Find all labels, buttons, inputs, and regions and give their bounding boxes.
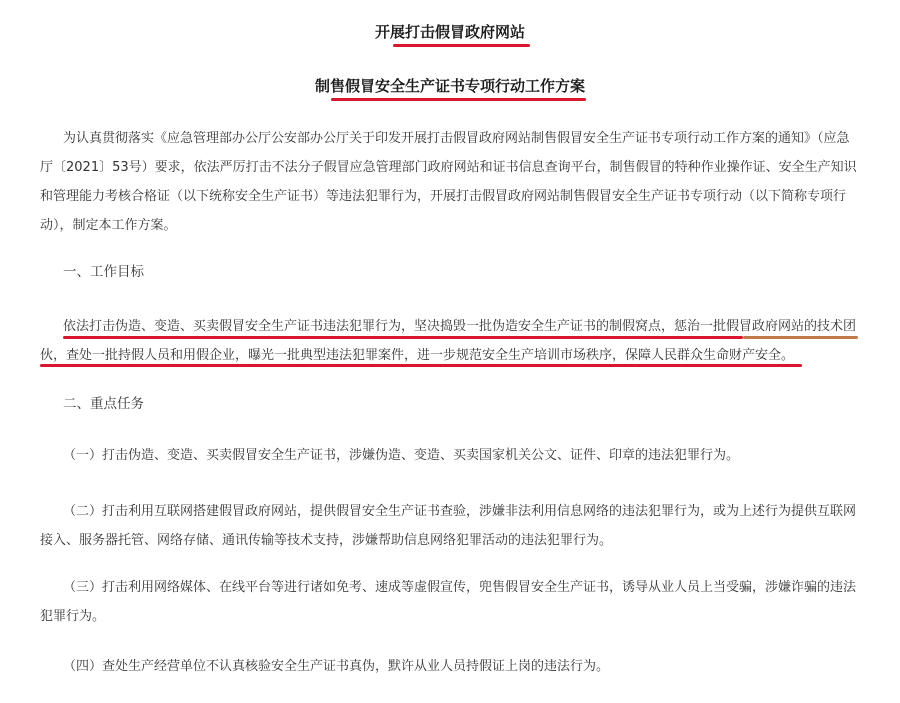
section-heading-goals: 一、工作目标 xyxy=(63,264,144,280)
task-2-text: （二）打击利用互联网搭建假冒政府网站，提供假冒安全生产证书查验，涉嫌非法利用信息网络的违法犯罪行为，或为上述行为提供互联网接入、服务器托管、网络存储、通讯传输等技术支持，涉嫌帮助信息网络犯罪活动的违法犯罪行为。 xyxy=(40,504,857,548)
task-1-text: （一）打击伪造、变造、买卖假冒安全生产证书，涉嫌伪造、变造、买卖国家机关公文、证件、印章的违法犯罪行为。 xyxy=(63,448,740,463)
goals-highlight-line2 xyxy=(40,364,802,367)
task-3-paragraph xyxy=(40,573,860,631)
goals-paragraph xyxy=(40,312,860,370)
section-heading-tasks: 二、重点任务 xyxy=(63,396,144,412)
task-2-paragraph xyxy=(40,497,860,555)
task-4-paragraph xyxy=(63,656,859,678)
task-4-text: （四）查处生产经营单位不认真核验安全生产证书真伪，默许从业人员持假证上岗的违法行为。 xyxy=(63,659,610,674)
title-line2-underline xyxy=(331,98,586,101)
document-title-line1: 开展打击假冒政府网站 xyxy=(374,23,525,41)
task-1-paragraph xyxy=(63,445,859,467)
task-3-text: （三）打击利用网络媒体、在线平台等进行诸如免考、速成等虚假宣传，兜售假冒安全生产证书，诱导从业人员上当受骗，涉嫌诈骗的违法犯罪行为。 xyxy=(40,580,857,624)
intro-text: 为认真贯彻落实《应急管理部办公厅公安部办公厅关于印发开展打击假冒政府网站制售假冒安全生产证书专项行动工作方案的通知》（应急厅〔2021〕53号）要求，依法严厉打击不法分子假冒应急管理部门政府网站和证书信息查询平台，制售假冒的特种作业操作证、安全生产知识和管理能力考核合格证（以下统称安全生产证书）等违法犯罪行为，开展打击假冒政府网站制售假冒安全生产证书专项行动（以下简称专项行动），制定本工作方案。 xyxy=(40,131,857,233)
title-line1-underline xyxy=(393,44,530,47)
goals-text: 依法打击伪造、变造、买卖假冒安全生产证书违法犯罪行为，坚决捣毁一批伪造安全生产证书的制假窝点，惩治一批假冒政府网站的技术团伙，查处一批持假人员和用假企业，曝光一批典型违法犯罪案件，进一步规范安全生产培训市场秩序，保障人民群众生命财产安全。 xyxy=(40,319,857,363)
document-title-line2: 制售假冒安全生产证书专项行动工作方案 xyxy=(314,77,585,95)
intro-paragraph xyxy=(40,124,860,240)
goals-highlight-line1 xyxy=(63,336,743,339)
goals-highlight-line1-tail xyxy=(743,336,858,339)
